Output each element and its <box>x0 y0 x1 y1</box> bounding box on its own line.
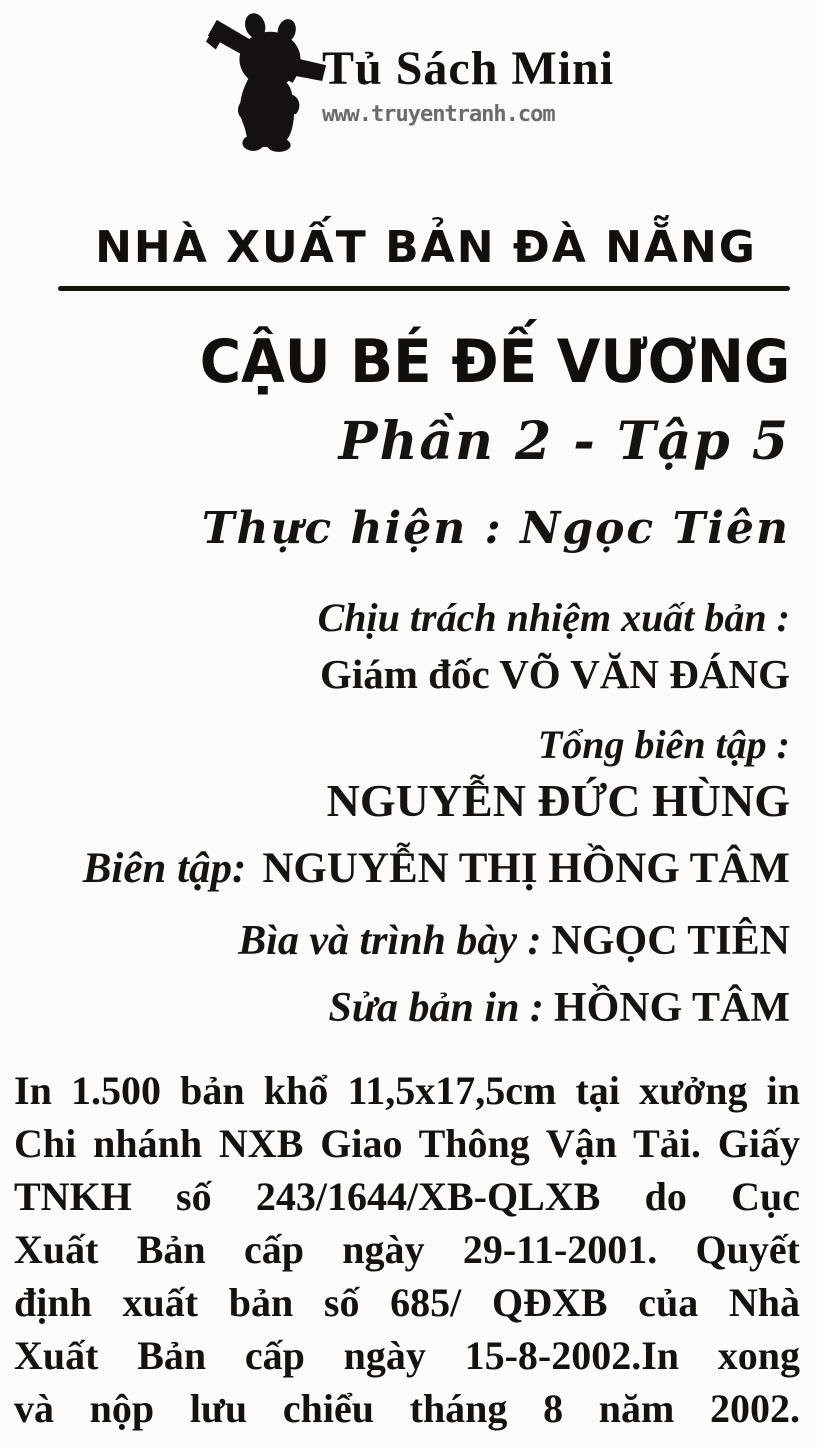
print-info-line: và nộp lưu chiểu tháng 8 năm 2002. <box>14 1386 800 1431</box>
print-info-line: In 1.500 bản khổ 11,5x17,5cm tại xưởng in <box>14 1068 800 1113</box>
brand-name: Tủ Sách Mini <box>322 42 615 95</box>
print-info-paragraph <box>14 1064 800 1435</box>
proofreader-label: Sửa bản in : <box>328 985 544 1031</box>
editor-credit <box>83 845 790 892</box>
publisher-banner <box>62 222 790 273</box>
publisher-underline <box>58 286 790 291</box>
series-title: CẬU BÉ ĐẾ VƯƠNG <box>199 327 790 397</box>
print-info-line: TNKH số 243/1644/XB-QLXB do Cục <box>14 1174 800 1219</box>
website-url: www.truyentranh.com <box>322 102 555 128</box>
print-info-line: Xuất Bản cấp ngày 29-11-2001. Quyết <box>14 1227 800 1272</box>
editor-label: Biên tập: <box>82 845 247 892</box>
editor-in-chief-name: NGUYỄN ĐỨC HÙNG <box>326 775 790 826</box>
editor-in-chief-label: Tổng biên tập : <box>537 722 790 767</box>
editor-name: NGUYỄN THỊ HỒNG TÂM <box>262 845 790 892</box>
cover-design-name: NGỌC TIÊN <box>551 918 790 964</box>
cover-design-credit <box>238 918 790 964</box>
mascot-silhouette-icon <box>204 4 332 152</box>
print-info-line: Chi nhánh NXB Giao Thông Vận Tải. Giấy <box>14 1121 800 1166</box>
director-name: Giám đốc VÕ VĂN ĐÁNG <box>320 651 790 697</box>
volume-label: Phần 2 - Tập 5 <box>338 411 790 472</box>
print-info-line: Xuất Bản cấp ngày 15-8-2002.In xong <box>14 1333 800 1378</box>
logo-text <box>322 4 614 127</box>
proofreader-name: HỒNG TÂM <box>553 985 790 1031</box>
responsible-label: Chịu trách nhiệm xuất bản : <box>317 595 790 640</box>
publisher-logo <box>204 4 614 152</box>
cover-design-label: Bìa và trình bày : <box>238 918 542 964</box>
publisher-name: NHÀ XUẤT BẢN ĐÀ NẴNG <box>95 222 757 273</box>
print-info-line: định xuất bản số 685/ QĐXB của Nhà <box>14 1280 800 1325</box>
produced-by: Thực hiện : Ngọc Tiên <box>201 503 790 554</box>
proofreader-credit <box>329 985 790 1031</box>
